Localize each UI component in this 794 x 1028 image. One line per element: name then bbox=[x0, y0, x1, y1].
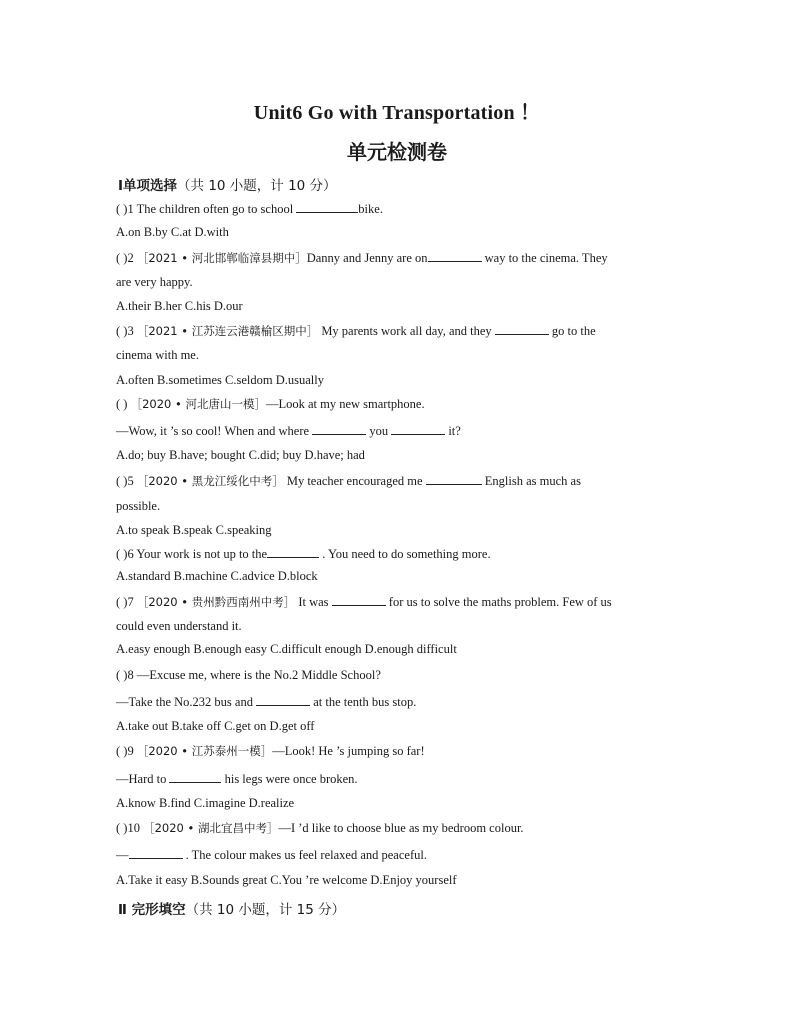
q8-blank[interactable] bbox=[256, 693, 310, 706]
q4-number: ( ) bbox=[116, 397, 131, 411]
q10-cont-a: — bbox=[116, 848, 129, 862]
section-2-title: Ⅱ 完形填空 bbox=[118, 902, 186, 918]
q10-continuation bbox=[116, 846, 678, 863]
q3-stem-b: go to the bbox=[548, 324, 596, 338]
q7-stem-b: for us to solve the maths problem. Few of us bbox=[385, 595, 612, 609]
q10-cont-b: . The colour makes us feel relaxed and peaceful. bbox=[182, 848, 427, 862]
q2-stem-b: way to the cinema. They bbox=[481, 251, 608, 265]
section-1-note: （共 10 小题，计 10 分） bbox=[177, 178, 337, 194]
q8-cont-b: at the tenth bus stop. bbox=[310, 695, 417, 709]
q3-number: ( )3 bbox=[116, 324, 137, 338]
q9-cont-a: —Hard to bbox=[116, 772, 170, 786]
q4-options: A.do; buy B.have; bought C.did; buy D.have; had bbox=[116, 448, 365, 462]
q7-options: A.easy enough B.enough easy C.difficult enough D.enough difficult bbox=[116, 642, 457, 656]
q7-continuation: could even understand it. bbox=[116, 619, 242, 633]
q9-continuation bbox=[116, 770, 678, 787]
q1-stem-a: The children often go to school bbox=[136, 202, 297, 216]
q9-blank[interactable] bbox=[169, 770, 221, 783]
q3-blank[interactable] bbox=[495, 322, 549, 335]
q4-stem: —Look at my new smartphone. bbox=[265, 397, 425, 411]
q5-options: A.to speak B.speak C.speaking bbox=[116, 523, 272, 537]
question-9 bbox=[116, 743, 678, 759]
question-6 bbox=[116, 545, 678, 562]
q5-continuation: possible. bbox=[116, 499, 161, 513]
q10-options: A.Take it easy B.Sounds great C.You ’re welcome D.Enjoy yourself bbox=[116, 873, 457, 887]
q4-continuation bbox=[116, 422, 678, 439]
question-8 bbox=[116, 667, 678, 683]
question-7 bbox=[116, 593, 678, 610]
question-4 bbox=[116, 396, 678, 412]
section-heading-2 bbox=[118, 898, 345, 918]
q3-stem-a: My parents work all day, and they bbox=[318, 324, 495, 338]
q4-source: ［2020 • 河北唐山一模］ bbox=[130, 397, 266, 411]
section-2-note: （共 10 小题，计 15 分） bbox=[185, 902, 346, 918]
q6-options: A.standard B.machine C.advice D.block bbox=[116, 569, 318, 583]
q9-options: A.know B.find C.imagine D.realize bbox=[116, 796, 295, 810]
q2-number: ( )2 bbox=[116, 251, 137, 265]
q9-number: ( )9 bbox=[116, 744, 137, 758]
q10-source: ［2020 • 湖北宜昌中考］ bbox=[143, 821, 279, 835]
question-10 bbox=[116, 820, 678, 836]
q6-blank[interactable] bbox=[267, 545, 319, 558]
q4-cont-c: it? bbox=[445, 424, 461, 438]
q4-blank-1[interactable] bbox=[312, 422, 366, 435]
q8-options: A.take out B.take off C.get on D.get off bbox=[116, 719, 315, 733]
q1-blank[interactable] bbox=[296, 200, 358, 213]
q9-stem: —Look! He ’s jumping so far! bbox=[272, 744, 425, 758]
q2-stem-a: Danny and Jenny are on bbox=[306, 251, 428, 265]
q4-cont-a: —Wow, it ’s so cool! When and where bbox=[116, 424, 313, 438]
q5-stem-a: My teacher encouraged me bbox=[283, 474, 426, 488]
question-3 bbox=[116, 322, 678, 339]
page-subtitle: 单元检测卷 bbox=[347, 140, 447, 164]
q7-source: ［2020 • 贵州黔西南州中考］ bbox=[136, 595, 296, 609]
q8-stem: —Excuse me, where is the No.2 Middle School? bbox=[136, 668, 381, 682]
section-1-title: Ⅰ单项选择 bbox=[118, 178, 178, 194]
q10-number: ( )10 bbox=[116, 821, 144, 835]
q3-continuation: cinema with me. bbox=[116, 348, 199, 362]
q5-blank[interactable] bbox=[426, 472, 482, 485]
q8-number: ( )8 bbox=[116, 668, 137, 682]
q6-stem-b: . You need to do something more. bbox=[319, 547, 491, 561]
question-5 bbox=[116, 472, 678, 489]
q4-blank-2[interactable] bbox=[391, 422, 445, 435]
q1-stem-b: bike. bbox=[358, 202, 383, 216]
q9-source: ［2020 • 江苏泰州一模］ bbox=[136, 744, 273, 758]
q2-blank[interactable] bbox=[428, 249, 482, 262]
q8-continuation bbox=[116, 693, 678, 710]
section-heading-1 bbox=[118, 174, 337, 194]
q9-cont-b: his legs were once broken. bbox=[221, 772, 358, 786]
q7-number: ( )7 bbox=[116, 595, 137, 609]
q4-cont-b: you bbox=[366, 424, 392, 438]
q8-cont-a: —Take the No.232 bus and bbox=[116, 695, 257, 709]
q2-continuation: are very happy. bbox=[116, 275, 193, 289]
q1-number: ( )1 bbox=[116, 202, 137, 216]
q1-options: A.on B.by C.at D.with bbox=[116, 225, 229, 239]
page-title: Unit6 Go with Transportation ！ bbox=[253, 102, 541, 124]
question-2 bbox=[116, 249, 678, 266]
q5-stem-b: English as much as bbox=[481, 474, 581, 488]
q5-source: ［2020 • 黑龙江绥化中考］ bbox=[136, 474, 284, 488]
q3-source: ［2021 • 江苏连云港赣榆区期中］ bbox=[136, 324, 319, 338]
q2-options: A.their B.her C.his D.our bbox=[116, 299, 243, 313]
q10-blank[interactable] bbox=[129, 846, 183, 859]
q6-number: ( )6 bbox=[116, 547, 137, 561]
q7-blank[interactable] bbox=[332, 593, 386, 606]
q10-stem: —I ’d like to choose blue as my bedroom colour. bbox=[278, 821, 524, 835]
q3-options: A.often B.sometimes C.seldom D.usually bbox=[116, 373, 324, 387]
q2-source: ［2021 • 河北邯郸临漳县期中］ bbox=[136, 251, 307, 265]
question-1 bbox=[116, 200, 678, 217]
q7-stem-a: It was bbox=[295, 595, 332, 609]
q5-number: ( )5 bbox=[116, 474, 137, 488]
q6-stem-a: Your work is not up to the bbox=[136, 547, 268, 561]
